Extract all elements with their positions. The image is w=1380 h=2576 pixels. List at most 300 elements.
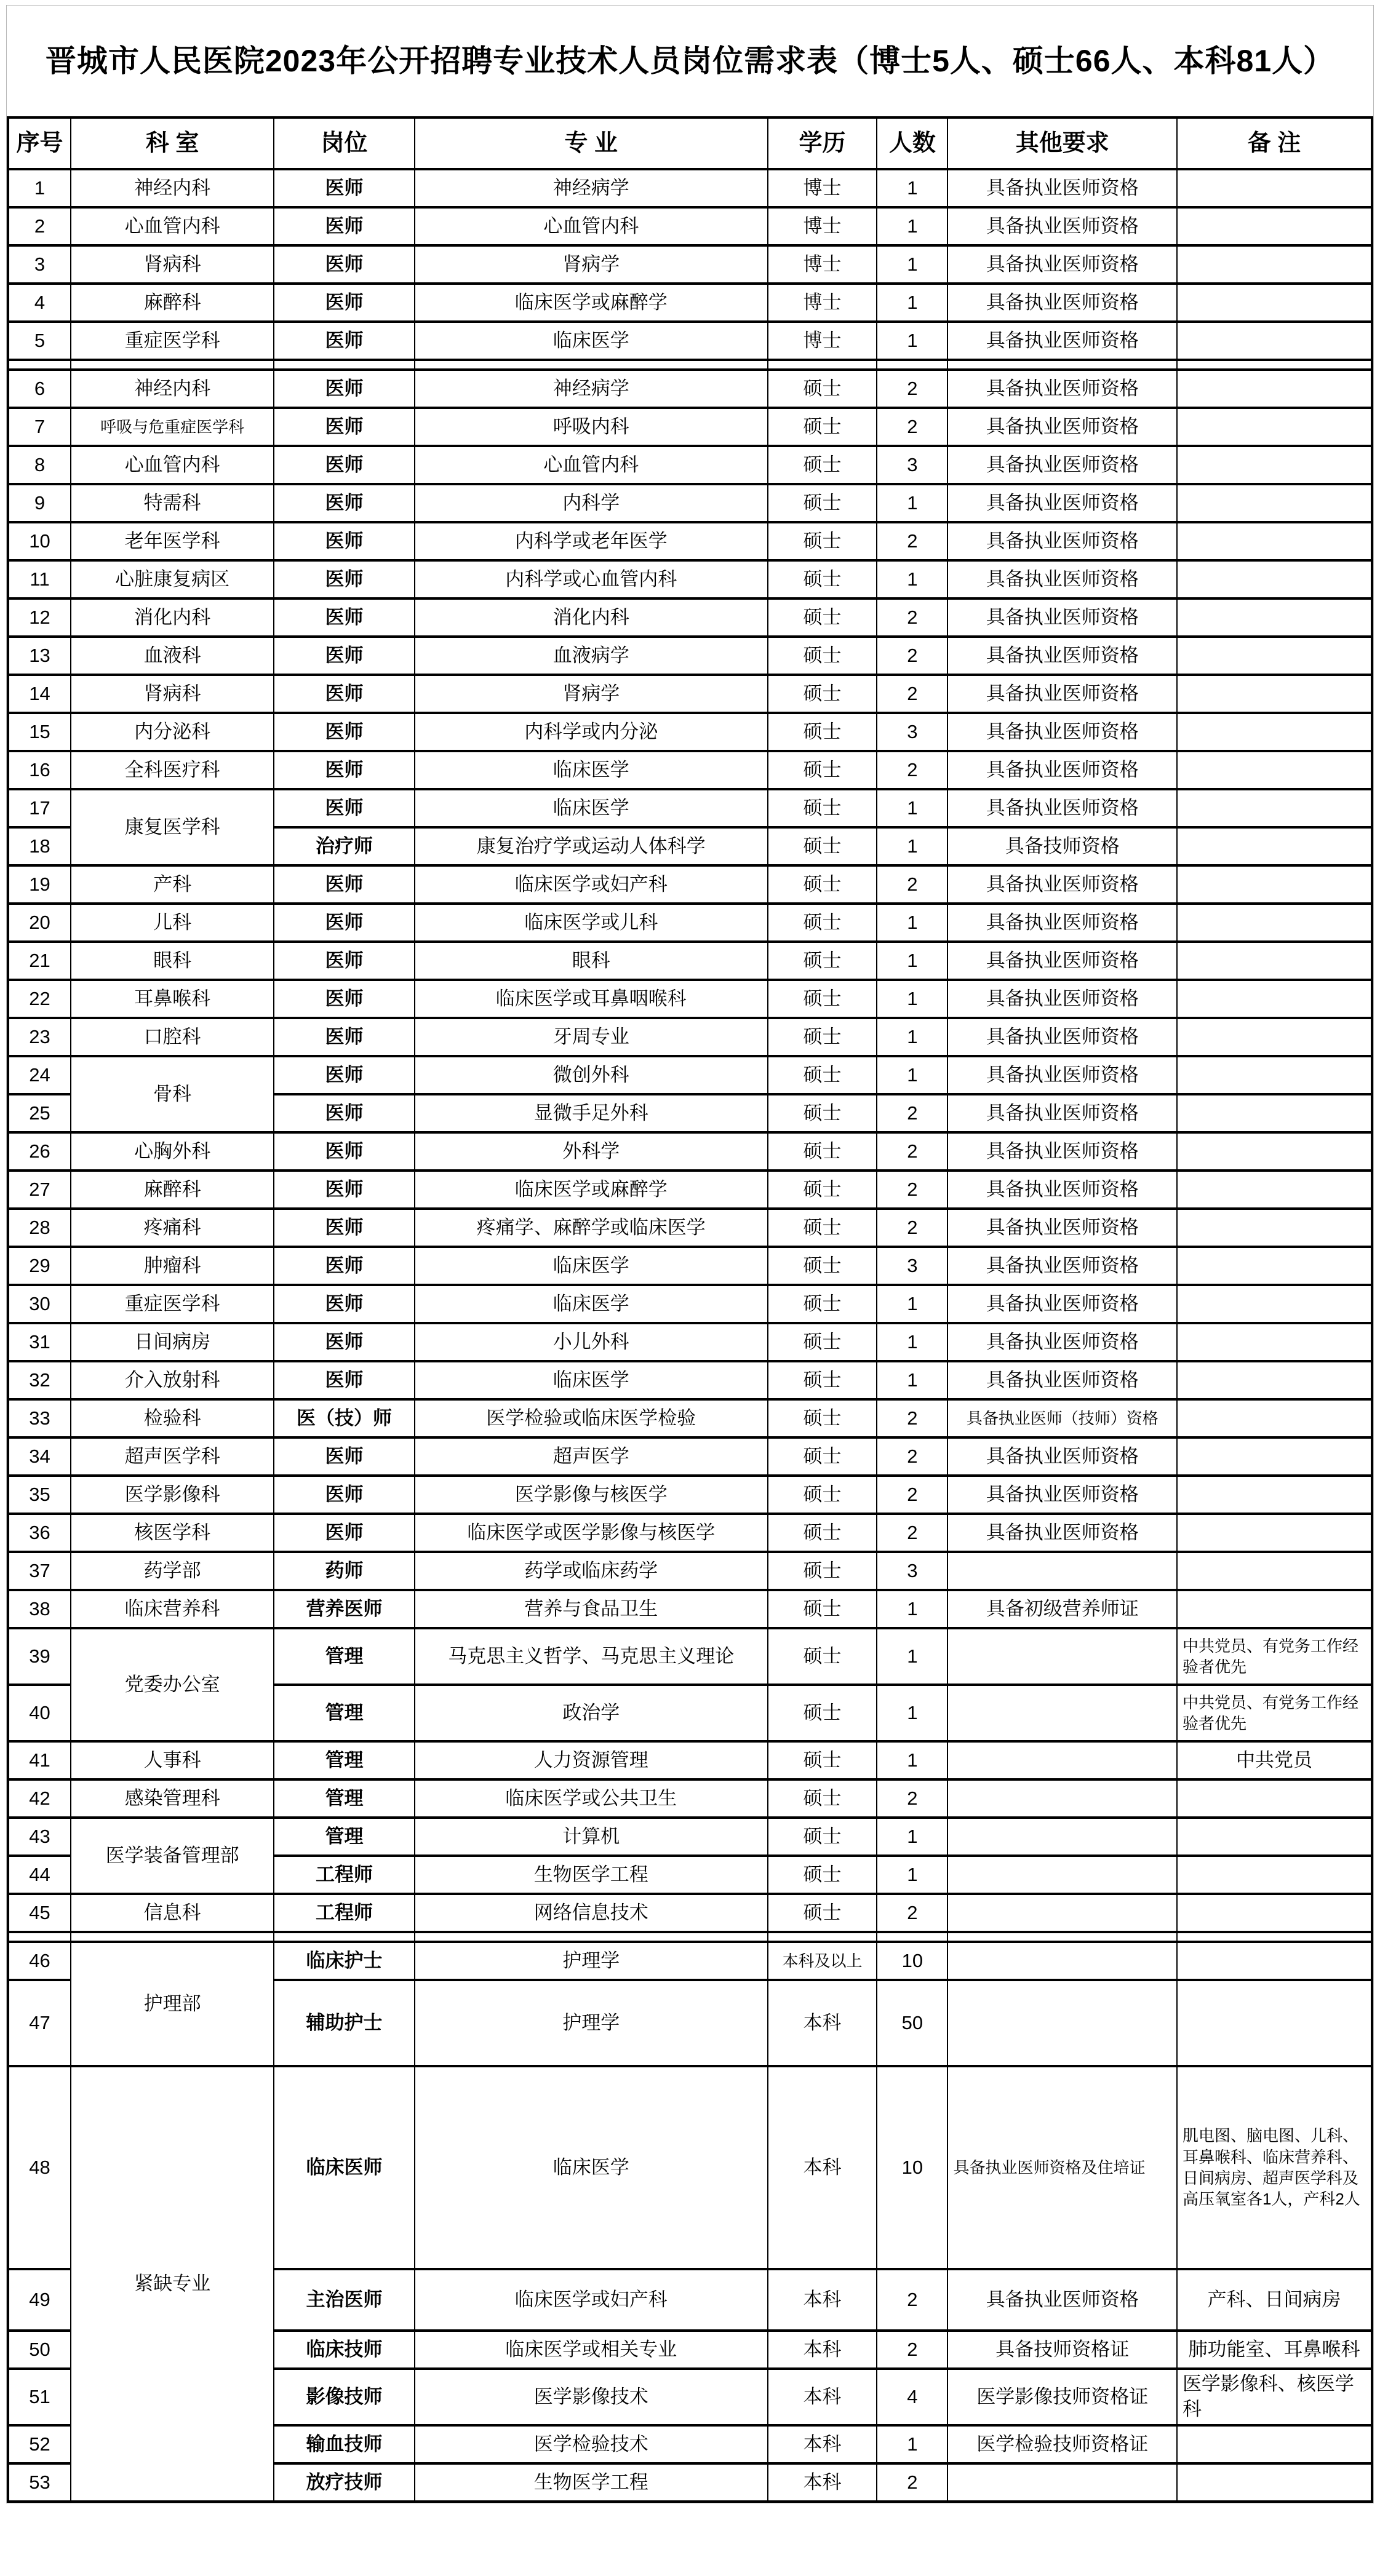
separator-cell [8, 360, 71, 370]
table-row [8, 598, 1372, 637]
cell-post: 营养医师 [274, 1590, 414, 1628]
cell-req [947, 1779, 1176, 1818]
cell-req: 具备执业医师资格 [947, 245, 1176, 284]
cell-dept: 呼吸与危重症医学科 [71, 408, 274, 446]
separator-cell [415, 1932, 768, 1942]
cell-count: 2 [877, 751, 947, 789]
table-row [8, 322, 1372, 360]
column-header-dept: 科 室 [71, 117, 274, 169]
table-row [8, 865, 1372, 904]
cell-major: 生物医学工程 [415, 1856, 768, 1894]
cell-dept: 康复医学科 [71, 789, 274, 865]
cell-remark [1177, 484, 1372, 522]
cell-dept: 重症医学科 [71, 322, 274, 360]
cell-remark [1177, 370, 1372, 408]
cell-count: 1 [877, 980, 947, 1018]
cell-no: 41 [8, 1741, 71, 1779]
cell-major: 疼痛学、麻醉学或临床医学 [415, 1209, 768, 1247]
cell-dept: 党委办公室 [71, 1628, 274, 1741]
cell-req: 具备执业医师资格 [947, 1056, 1176, 1094]
table-row [8, 484, 1372, 522]
cell-req [947, 1818, 1176, 1856]
cell-count: 1 [877, 1018, 947, 1056]
header-row [8, 117, 1372, 169]
cell-post: 医师 [274, 713, 414, 751]
cell-degree: 硕士 [768, 522, 877, 560]
cell-major: 马克思主义哲学、马克思主义理论 [415, 1628, 768, 1685]
table-row [8, 1247, 1372, 1285]
cell-req: 具备执业医师资格 [947, 751, 1176, 789]
column-header-post: 岗位 [274, 117, 414, 169]
cell-req: 具备执业医师资格 [947, 1094, 1176, 1132]
cell-degree: 硕士 [768, 865, 877, 904]
cell-degree: 博士 [768, 284, 877, 322]
cell-no: 33 [8, 1399, 71, 1437]
cell-major: 临床医学或妇产科 [415, 865, 768, 904]
cell-post: 管理 [274, 1741, 414, 1779]
cell-remark [1177, 1018, 1372, 1056]
sheet-frame [6, 5, 1374, 2503]
cell-no: 44 [8, 1856, 71, 1894]
cell-no: 19 [8, 865, 71, 904]
cell-dept: 耳鼻喉科 [71, 980, 274, 1018]
cell-remark [1177, 446, 1372, 484]
cell-dept: 信息科 [71, 1894, 274, 1932]
cell-remark: 中共党员、有党务工作经验者优先 [1177, 1628, 1372, 1685]
cell-post: 管理 [274, 1628, 414, 1685]
cell-dept: 药学部 [71, 1552, 274, 1590]
cell-degree: 本科 [768, 2463, 877, 2502]
cell-no: 20 [8, 904, 71, 942]
cell-post: 医师 [274, 1361, 414, 1399]
cell-degree: 本科 [768, 2425, 877, 2463]
cell-remark [1177, 1476, 1372, 1514]
group-separator-row [8, 360, 1372, 370]
table-body [8, 169, 1372, 2502]
cell-remark [1177, 408, 1372, 446]
cell-degree: 硕士 [768, 675, 877, 713]
cell-degree: 硕士 [768, 827, 877, 865]
separator-cell [8, 1932, 71, 1942]
cell-req: 具备执业医师资格 [947, 2269, 1176, 2331]
table-row [8, 1437, 1372, 1476]
table-row [8, 522, 1372, 560]
cell-count: 3 [877, 1247, 947, 1285]
cell-remark [1177, 322, 1372, 360]
cell-remark: 肌电图、脑电图、儿科、耳鼻喉科、临床营养科、日间病房、超声医学科及高压氧室各1人，产科2人 [1177, 2066, 1372, 2269]
cell-req: 具备执业医师资格 [947, 484, 1176, 522]
cell-remark [1177, 1094, 1372, 1132]
separator-cell [877, 360, 947, 370]
cell-major: 政治学 [415, 1685, 768, 1741]
cell-count: 3 [877, 1552, 947, 1590]
cell-major: 神经病学 [415, 370, 768, 408]
cell-post: 临床技师 [274, 2331, 414, 2369]
cell-no: 32 [8, 1361, 71, 1399]
cell-remark [1177, 1171, 1372, 1209]
table-row [8, 1018, 1372, 1056]
cell-count: 2 [877, 522, 947, 560]
page-title: 晋城市人民医院2023年公开招聘专业技术人员岗位需求表（博士5人、硕士66人、本科81人） [45, 44, 1335, 78]
cell-post: 医师 [274, 1437, 414, 1476]
separator-cell [768, 1932, 877, 1942]
cell-remark [1177, 865, 1372, 904]
cell-req [947, 1741, 1176, 1779]
cell-req: 具备执业医师资格 [947, 1323, 1176, 1361]
cell-count: 2 [877, 1399, 947, 1437]
cell-count: 3 [877, 713, 947, 751]
cell-remark [1177, 980, 1372, 1018]
cell-degree: 硕士 [768, 1628, 877, 1685]
cell-count: 2 [877, 865, 947, 904]
cell-no: 45 [8, 1894, 71, 1932]
cell-major: 肾病学 [415, 245, 768, 284]
cell-post: 药师 [274, 1552, 414, 1590]
cell-post: 医师 [274, 522, 414, 560]
table-row [8, 980, 1372, 1018]
cell-count: 2 [877, 408, 947, 446]
cell-post: 医师 [274, 1132, 414, 1171]
cell-count: 1 [877, 789, 947, 827]
cell-degree: 硕士 [768, 1856, 877, 1894]
cell-remark [1177, 1779, 1372, 1818]
table-row [8, 1741, 1372, 1779]
cell-dept: 紧缺专业 [71, 2066, 274, 2502]
cell-no: 52 [8, 2425, 71, 2463]
cell-remark: 中共党员 [1177, 1741, 1372, 1779]
cell-count: 2 [877, 1894, 947, 1932]
cell-no: 12 [8, 598, 71, 637]
cell-post: 医师 [274, 322, 414, 360]
cell-post: 医师 [274, 245, 414, 284]
cell-req: 具备执业医师资格 [947, 1171, 1176, 1209]
cell-degree: 本科 [768, 2066, 877, 2269]
cell-degree: 博士 [768, 169, 877, 207]
cell-major: 医学检验技术 [415, 2425, 768, 2463]
cell-req: 具备执业医师资格 [947, 1361, 1176, 1399]
cell-no: 53 [8, 2463, 71, 2502]
cell-major: 康复治疗学或运动人体科学 [415, 827, 768, 865]
cell-remark [1177, 827, 1372, 865]
cell-no: 24 [8, 1056, 71, 1094]
cell-post: 医师 [274, 1476, 414, 1514]
cell-degree: 硕士 [768, 789, 877, 827]
table-row [8, 1399, 1372, 1437]
cell-req: 具备执业医师资格 [947, 1018, 1176, 1056]
cell-degree: 硕士 [768, 1094, 877, 1132]
cell-degree: 硕士 [768, 1741, 877, 1779]
cell-degree: 硕士 [768, 1399, 877, 1437]
cell-dept: 感染管理科 [71, 1779, 274, 1818]
cell-dept: 超声医学科 [71, 1437, 274, 1476]
cell-degree: 本科及以上 [768, 1942, 877, 1980]
cell-remark [1177, 1437, 1372, 1476]
cell-dept: 骨科 [71, 1056, 274, 1132]
cell-req: 具备执业医师资格 [947, 1285, 1176, 1323]
cell-no: 11 [8, 560, 71, 598]
cell-remark [1177, 245, 1372, 284]
cell-no: 37 [8, 1552, 71, 1590]
cell-dept: 疼痛科 [71, 1209, 274, 1247]
table-row [8, 637, 1372, 675]
cell-no: 5 [8, 322, 71, 360]
cell-req: 具备执业医师资格 [947, 637, 1176, 675]
table-row [8, 1323, 1372, 1361]
table-row [8, 1056, 1372, 1094]
cell-req: 具备执业医师资格 [947, 789, 1176, 827]
cell-no: 35 [8, 1476, 71, 1514]
cell-degree: 本科 [768, 2269, 877, 2331]
cell-req: 具备执业医师资格 [947, 1132, 1176, 1171]
cell-count: 1 [877, 1590, 947, 1628]
cell-dept: 医学装备管理部 [71, 1818, 274, 1894]
cell-req: 具备执业医师资格 [947, 207, 1176, 245]
cell-major: 临床医学或公共卫生 [415, 1779, 768, 1818]
cell-remark [1177, 1552, 1372, 1590]
cell-post: 医师 [274, 1514, 414, 1552]
cell-major: 临床医学 [415, 1247, 768, 1285]
table-row [8, 408, 1372, 446]
cell-major: 护理学 [415, 1942, 768, 1980]
separator-cell [947, 1932, 1176, 1942]
cell-dept: 眼科 [71, 942, 274, 980]
cell-post: 医师 [274, 207, 414, 245]
cell-degree: 硕士 [768, 1247, 877, 1285]
cell-post: 医师 [274, 1285, 414, 1323]
cell-dept: 产科 [71, 865, 274, 904]
column-header-no: 序号 [8, 117, 71, 169]
cell-dept: 儿科 [71, 904, 274, 942]
cell-degree: 硕士 [768, 942, 877, 980]
cell-count: 1 [877, 245, 947, 284]
cell-major: 临床医学或医学影像与核医学 [415, 1514, 768, 1552]
cell-degree: 博士 [768, 322, 877, 360]
cell-count: 1 [877, 1323, 947, 1361]
cell-count: 1 [877, 560, 947, 598]
column-header-remark: 备 注 [1177, 117, 1372, 169]
cell-post: 主治医师 [274, 2269, 414, 2331]
cell-remark [1177, 751, 1372, 789]
cell-post: 医师 [274, 1171, 414, 1209]
cell-degree: 博士 [768, 207, 877, 245]
separator-cell [947, 360, 1176, 370]
cell-req: 具备技师资格证 [947, 2331, 1176, 2369]
cell-degree: 硕士 [768, 1818, 877, 1856]
cell-req: 具备执业医师资格 [947, 284, 1176, 322]
cell-post: 管理 [274, 1779, 414, 1818]
cell-req [947, 1942, 1176, 1980]
cell-degree: 本科 [768, 2369, 877, 2425]
cell-degree: 博士 [768, 245, 877, 284]
cell-count: 1 [877, 1685, 947, 1741]
cell-major: 临床医学 [415, 2066, 768, 2269]
cell-remark [1177, 1361, 1372, 1399]
cell-post: 临床医师 [274, 2066, 414, 2269]
cell-post: 医师 [274, 789, 414, 827]
cell-no: 16 [8, 751, 71, 789]
cell-count: 2 [877, 1779, 947, 1818]
cell-req: 具备执业医师资格及住培证 [947, 2066, 1176, 2269]
cell-post: 医师 [274, 637, 414, 675]
cell-remark [1177, 560, 1372, 598]
cell-degree: 本科 [768, 1980, 877, 2066]
cell-remark [1177, 1399, 1372, 1437]
table-row [8, 284, 1372, 322]
cell-major: 临床医学或相关专业 [415, 2331, 768, 2369]
cell-remark [1177, 1247, 1372, 1285]
cell-count: 2 [877, 598, 947, 637]
cell-dept: 检验科 [71, 1399, 274, 1437]
cell-post: 医师 [274, 446, 414, 484]
cell-remark: 医学影像科、核医学科 [1177, 2369, 1372, 2425]
cell-degree: 硕士 [768, 560, 877, 598]
cell-post: 医师 [274, 598, 414, 637]
cell-major: 临床医学 [415, 322, 768, 360]
cell-dept: 神经内科 [71, 169, 274, 207]
cell-major: 内科学或内分泌 [415, 713, 768, 751]
cell-major: 肾病学 [415, 675, 768, 713]
cell-no: 13 [8, 637, 71, 675]
separator-cell [71, 1932, 274, 1942]
cell-no: 1 [8, 169, 71, 207]
cell-remark [1177, 675, 1372, 713]
cell-remark [1177, 169, 1372, 207]
separator-cell [1177, 1932, 1372, 1942]
cell-dept: 临床营养科 [71, 1590, 274, 1628]
cell-remark [1177, 1894, 1372, 1932]
cell-dept: 护理部 [71, 1942, 274, 2066]
cell-count: 1 [877, 1741, 947, 1779]
cell-degree: 硕士 [768, 598, 877, 637]
cell-post: 医师 [274, 751, 414, 789]
table-row [8, 1171, 1372, 1209]
cell-count: 1 [877, 2425, 947, 2463]
cell-dept: 老年医学科 [71, 522, 274, 560]
cell-dept: 心血管内科 [71, 207, 274, 245]
cell-no: 4 [8, 284, 71, 322]
cell-no: 51 [8, 2369, 71, 2425]
cell-degree: 硕士 [768, 408, 877, 446]
cell-post: 医师 [274, 865, 414, 904]
cell-remark [1177, 1285, 1372, 1323]
column-header-major: 专 业 [415, 117, 768, 169]
cell-post: 医师 [274, 675, 414, 713]
cell-remark [1177, 598, 1372, 637]
cell-major: 临床医学或妇产科 [415, 2269, 768, 2331]
cell-degree: 硕士 [768, 484, 877, 522]
cell-major: 临床医学 [415, 751, 768, 789]
cell-no: 15 [8, 713, 71, 751]
cell-count: 2 [877, 1171, 947, 1209]
cell-post: 临床护士 [274, 1942, 414, 1980]
column-header-degree: 学历 [768, 117, 877, 169]
cell-dept: 日间病房 [71, 1323, 274, 1361]
cell-degree: 硕士 [768, 751, 877, 789]
cell-major: 临床医学或耳鼻咽喉科 [415, 980, 768, 1018]
cell-degree: 硕士 [768, 1779, 877, 1818]
table-row [8, 1132, 1372, 1171]
cell-post: 医师 [274, 1018, 414, 1056]
cell-no: 21 [8, 942, 71, 980]
cell-post: 输血技师 [274, 2425, 414, 2463]
cell-dept: 全科医疗科 [71, 751, 274, 789]
cell-count: 2 [877, 2331, 947, 2369]
cell-count: 2 [877, 370, 947, 408]
cell-req: 具备执业医师资格 [947, 169, 1176, 207]
cell-major: 生物医学工程 [415, 2463, 768, 2502]
cell-major: 显微手足外科 [415, 1094, 768, 1132]
cell-no: 8 [8, 446, 71, 484]
cell-dept: 肾病科 [71, 675, 274, 713]
table-row [8, 1209, 1372, 1247]
cell-degree: 硕士 [768, 1171, 877, 1209]
cell-remark [1177, 713, 1372, 751]
cell-post: 工程师 [274, 1856, 414, 1894]
cell-dept: 介入放射科 [71, 1361, 274, 1399]
cell-req: 具备执业医师资格 [947, 675, 1176, 713]
cell-count: 2 [877, 1209, 947, 1247]
cell-no: 10 [8, 522, 71, 560]
cell-major: 网络信息技术 [415, 1894, 768, 1932]
cell-req: 具备执业医师资格 [947, 1247, 1176, 1285]
cell-major: 血液病学 [415, 637, 768, 675]
cell-post: 医师 [274, 904, 414, 942]
cell-remark [1177, 1323, 1372, 1361]
cell-count: 1 [877, 1361, 947, 1399]
cell-major: 内科学或心血管内科 [415, 560, 768, 598]
separator-cell [274, 1932, 414, 1942]
cell-no: 49 [8, 2269, 71, 2331]
cell-remark [1177, 207, 1372, 245]
positions-table [7, 116, 1373, 2503]
cell-post: 医师 [274, 408, 414, 446]
cell-remark [1177, 1590, 1372, 1628]
cell-no: 42 [8, 1779, 71, 1818]
cell-degree: 硕士 [768, 1437, 877, 1476]
cell-req: 具备执业医师资格 [947, 408, 1176, 446]
cell-req: 具备执业医师资格 [947, 942, 1176, 980]
cell-no: 27 [8, 1171, 71, 1209]
cell-degree: 硕士 [768, 1894, 877, 1932]
recruitment-sheet [6, 5, 1374, 2503]
cell-post: 医师 [274, 1094, 414, 1132]
cell-count: 1 [877, 284, 947, 322]
cell-no: 14 [8, 675, 71, 713]
cell-count: 10 [877, 1942, 947, 1980]
cell-post: 管理 [274, 1685, 414, 1741]
table-row [8, 169, 1372, 207]
cell-req: 医学影像技师资格证 [947, 2369, 1176, 2425]
cell-degree: 硕士 [768, 1018, 877, 1056]
cell-remark [1177, 904, 1372, 942]
cell-req: 具备执业医师资格 [947, 1514, 1176, 1552]
cell-count: 1 [877, 484, 947, 522]
cell-post: 医师 [274, 1056, 414, 1094]
table-row [8, 1818, 1372, 1856]
cell-degree: 硕士 [768, 904, 877, 942]
cell-req: 具备技师资格 [947, 827, 1176, 865]
cell-no: 40 [8, 1685, 71, 1741]
cell-remark [1177, 1942, 1372, 1980]
cell-dept: 消化内科 [71, 598, 274, 637]
cell-post: 医师 [274, 560, 414, 598]
table-row [8, 675, 1372, 713]
cell-dept: 麻醉科 [71, 1171, 274, 1209]
cell-req [947, 1628, 1176, 1685]
cell-major: 临床医学或麻醉学 [415, 284, 768, 322]
cell-degree: 硕士 [768, 637, 877, 675]
cell-degree: 硕士 [768, 1476, 877, 1514]
